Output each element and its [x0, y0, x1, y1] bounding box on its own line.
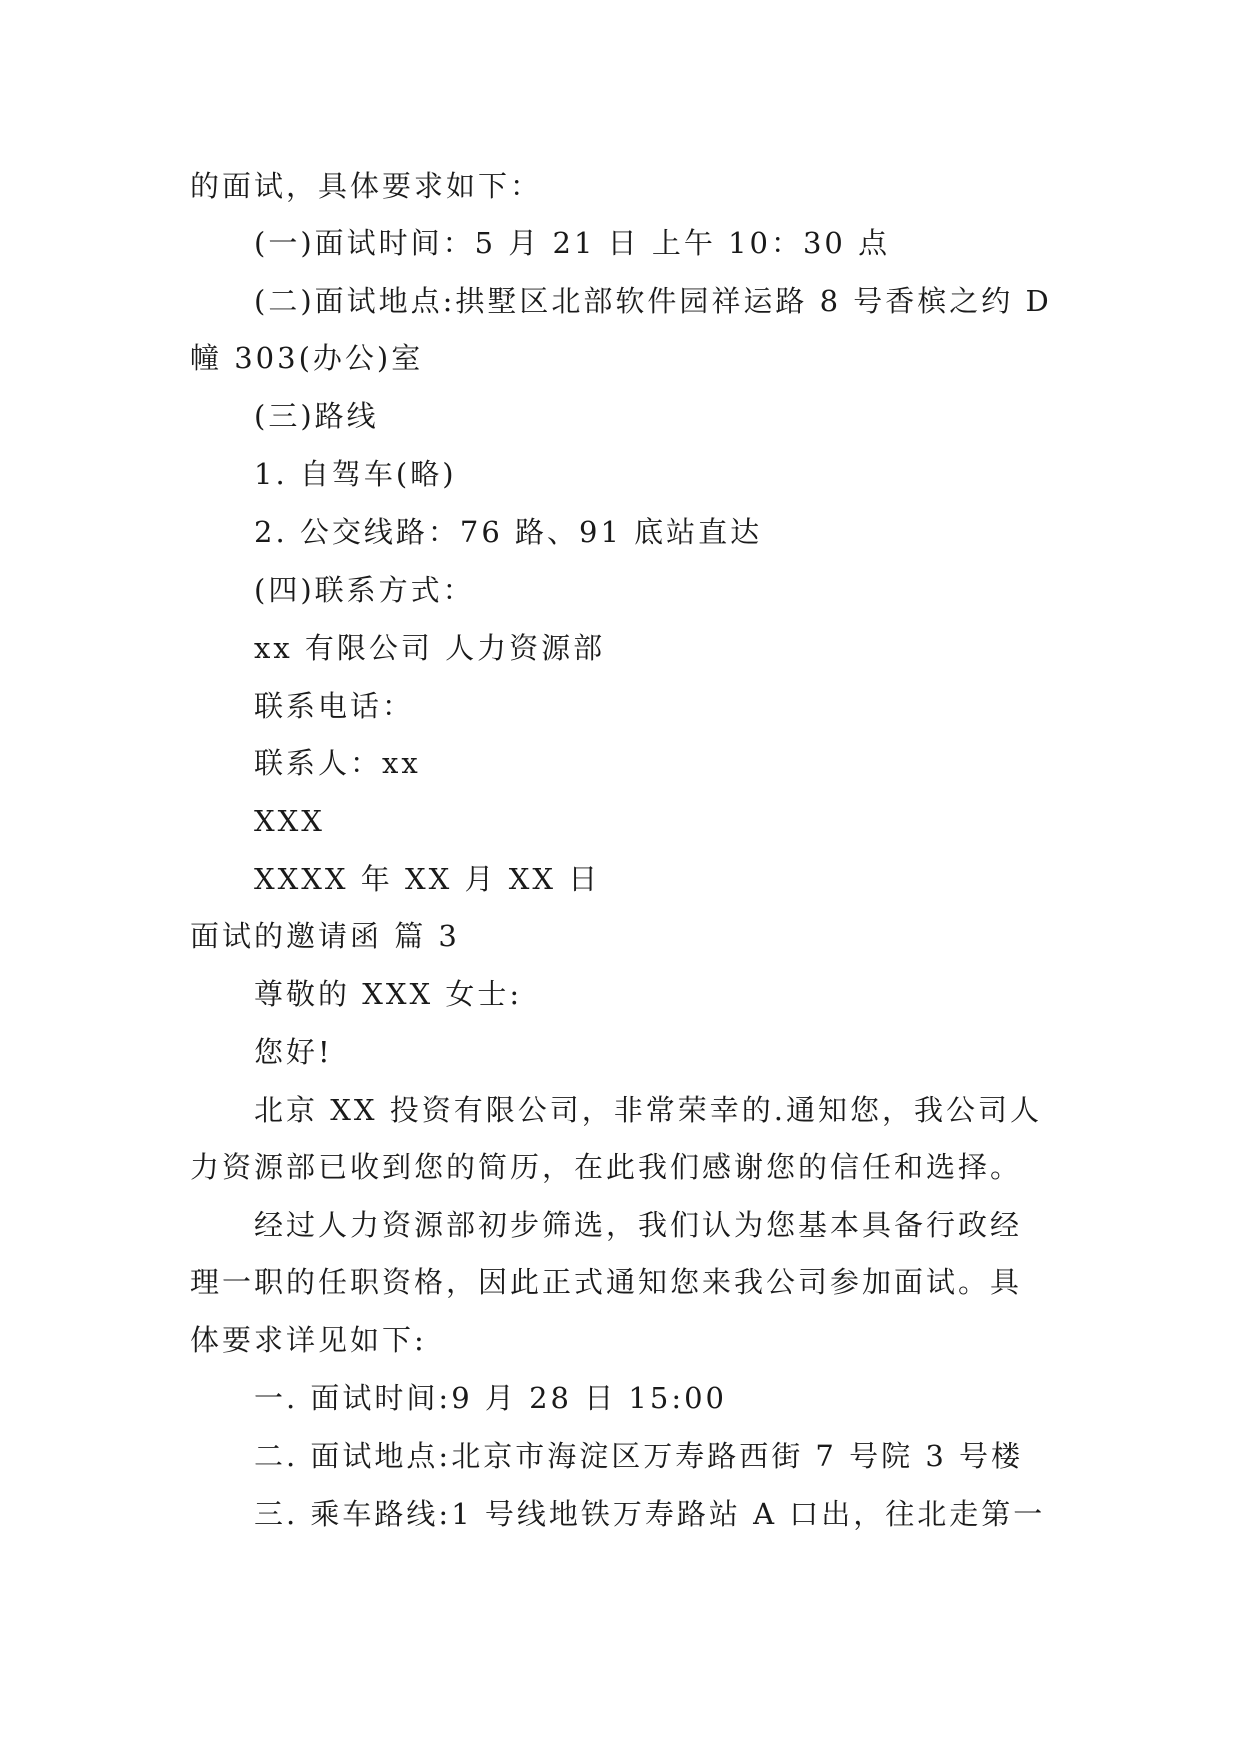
- text-line: XXXX 年 XX 月 XX 日: [254, 862, 601, 896]
- text-line: 体要求详见如下:: [190, 1323, 427, 1357]
- text-line: (四)联系方式：: [254, 573, 475, 607]
- text-line: XXX: [254, 804, 325, 838]
- text-line: 2. 公交线路：76 路、91 底站直达: [254, 515, 763, 549]
- text-line: (三)路线: [254, 399, 379, 433]
- text-line: 的面试，具体要求如下：: [190, 169, 543, 203]
- text-line: 二. 面试地点:北京市海淀区万寿路西街 7 号院 3 号楼: [254, 1439, 1023, 1473]
- text-line: 联系人：xx: [254, 746, 421, 780]
- text-line: 理一职的任职资格，因此正式通知您来我公司参加面试。具: [190, 1265, 1023, 1299]
- text-line: 联系电话：: [254, 689, 415, 723]
- section-heading: 面试的邀请函 篇 3: [190, 919, 460, 953]
- text-line: 力资源部已收到您的简历，在此我们感谢您的信任和选择。: [190, 1150, 1023, 1184]
- text-line: 北京 XX 投资有限公司，非常荣幸的.通知您，我公司人: [254, 1093, 1042, 1127]
- text-line: 您好!: [254, 1035, 333, 1069]
- text-line: 一. 面试时间:9 月 28 日 15:00: [254, 1381, 728, 1415]
- text-line: 幢 303(办公)室: [190, 341, 424, 375]
- text-line: 三. 乘车路线:1 号线地铁万寿路站 A 口出，往北走第一: [254, 1497, 1046, 1531]
- text-line: 尊敬的 XXX 女士:: [254, 977, 523, 1011]
- text-line: 经过人力资源部初步筛选，我们认为您基本具备行政经: [254, 1208, 1023, 1242]
- text-line: (二)面试地点:拱墅区北部软件园祥运路 8 号香槟之约 D: [254, 284, 1052, 318]
- text-line: 1. 自驾车(略): [254, 457, 457, 491]
- text-line: (一)面试时间：5 月 21 日 上午 10：30 点: [254, 226, 891, 260]
- text-line: xx 有限公司 人力资源部: [254, 631, 606, 665]
